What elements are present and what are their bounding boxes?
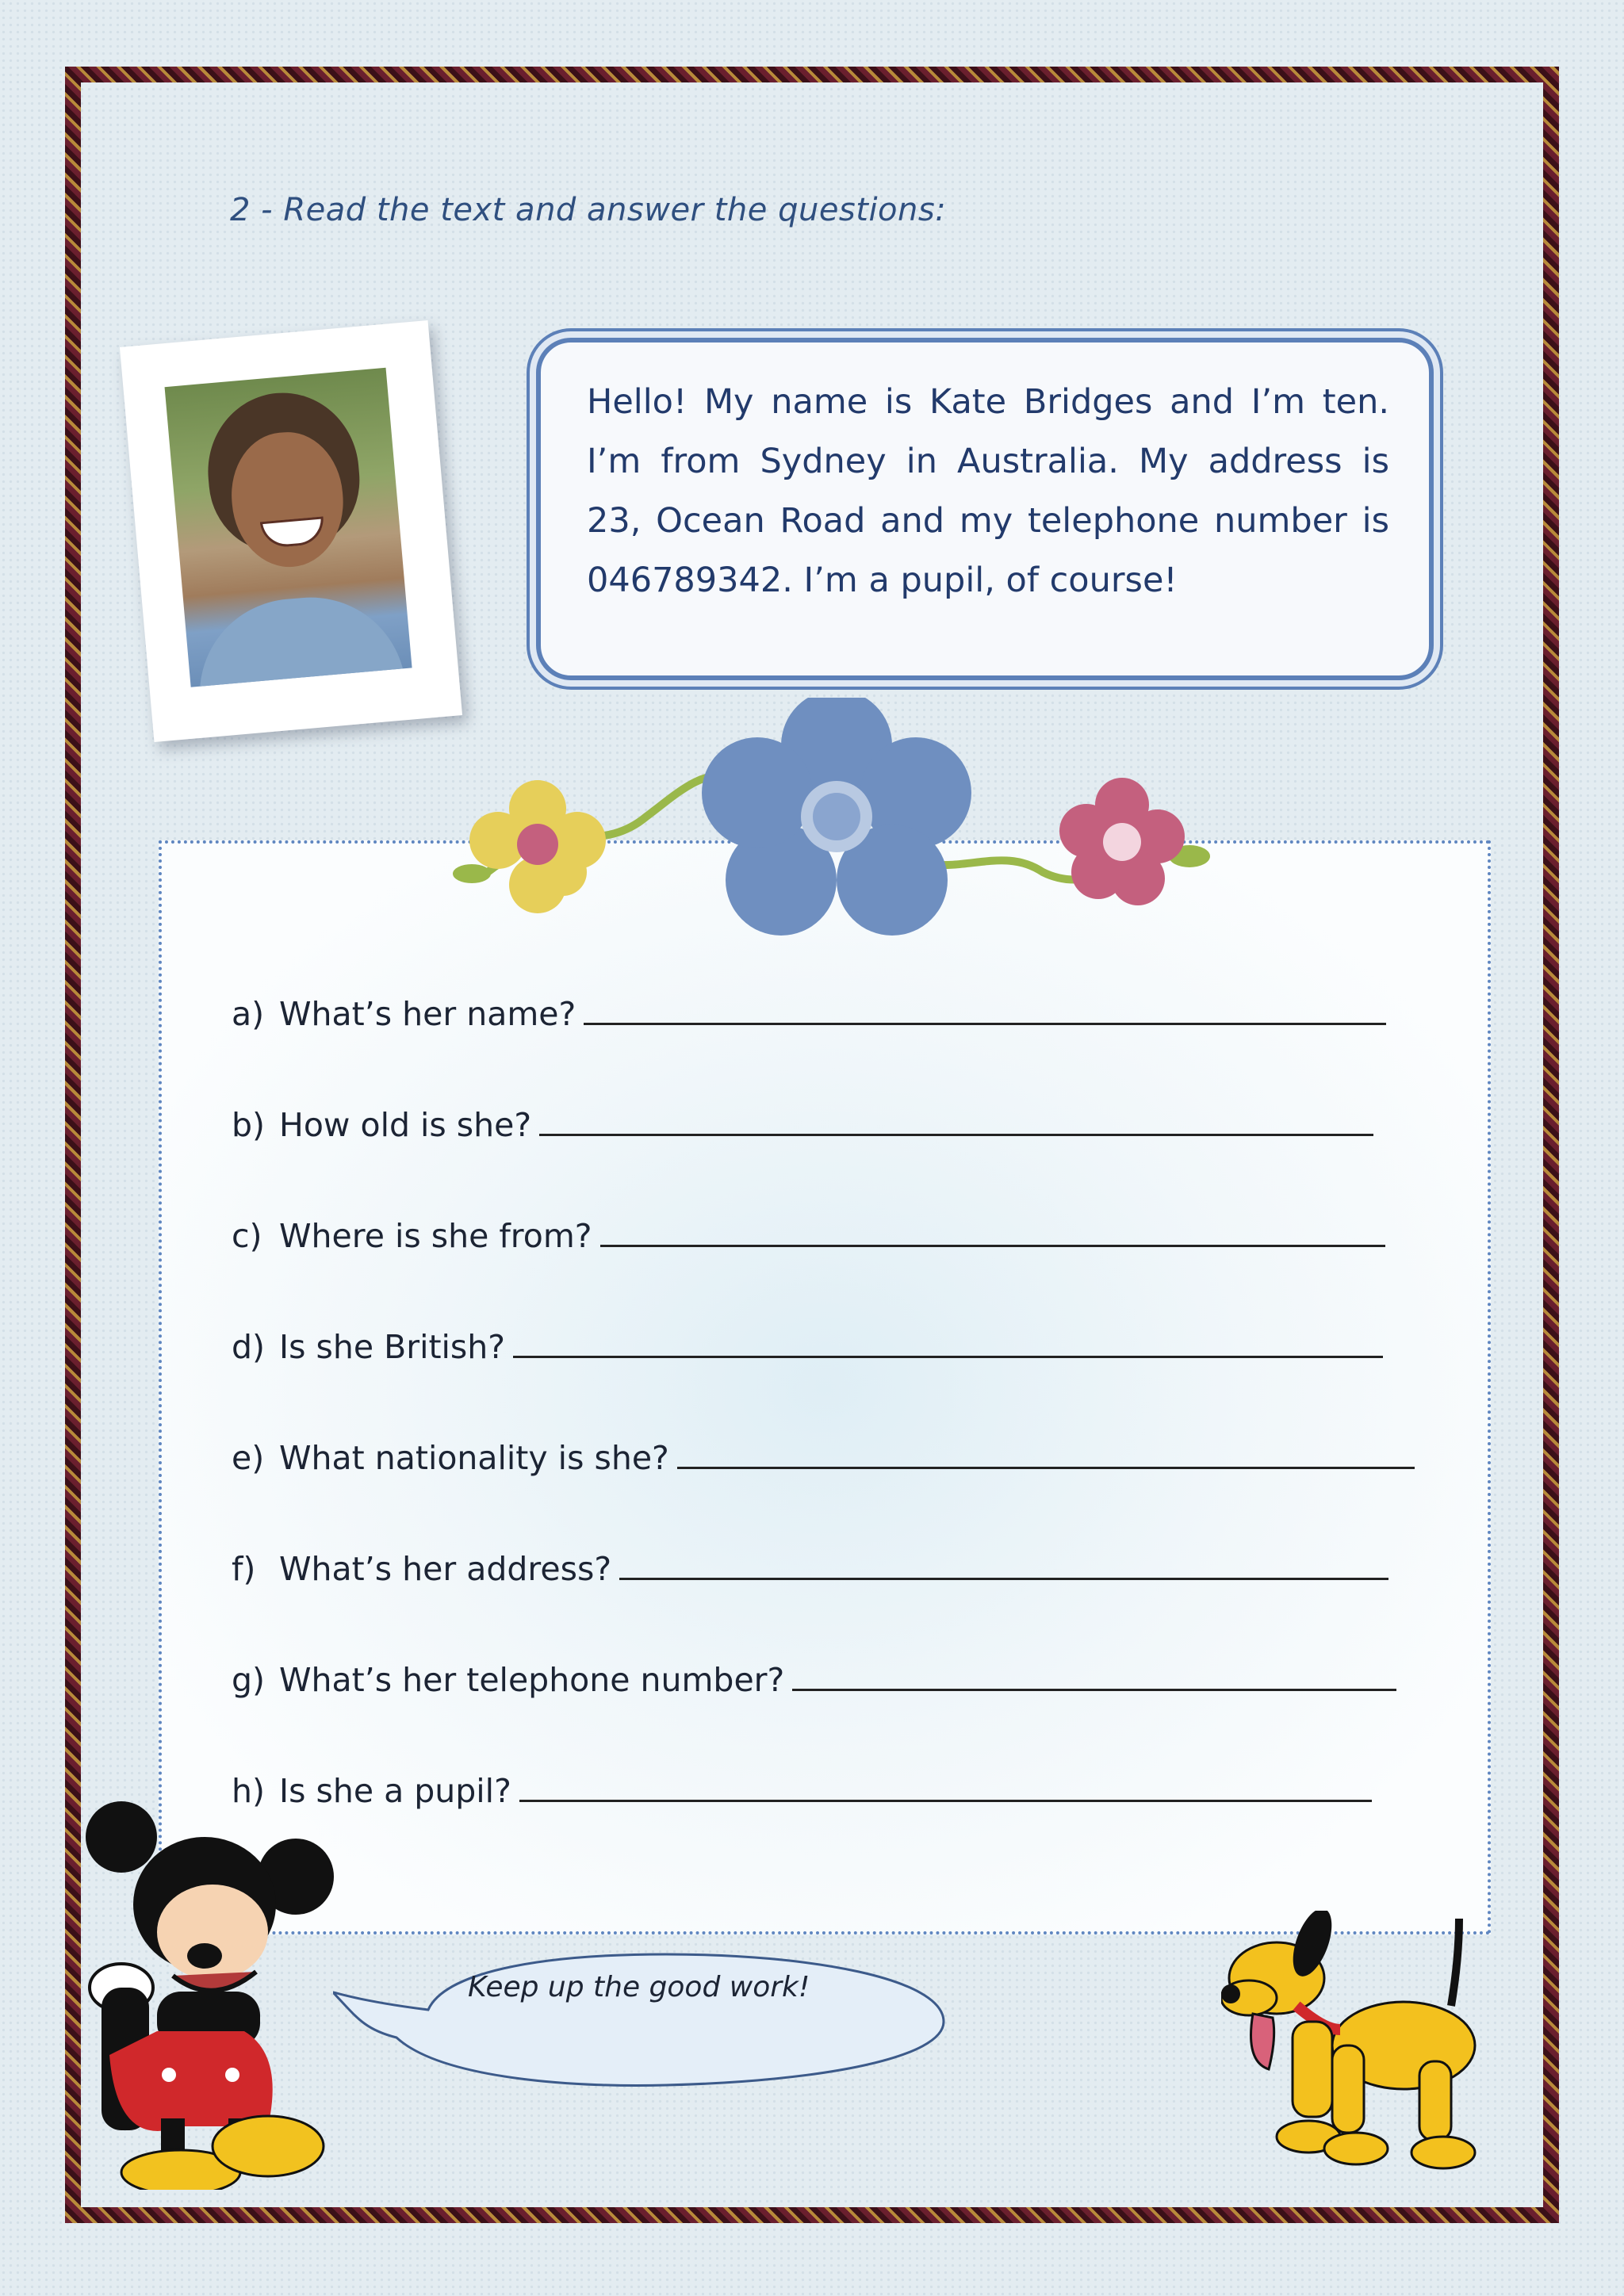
flower-decoration (440, 698, 1225, 936)
answer-line-d[interactable] (513, 1324, 1383, 1358)
question-e: e) What nationality is she? (232, 1435, 1415, 1477)
answer-line-g[interactable] (792, 1657, 1396, 1691)
instruction-heading: 2 - Read the text and answer the questions: (230, 192, 947, 228)
answer-line-f[interactable] (619, 1546, 1388, 1580)
question-c: c) Where is she from? (232, 1213, 1385, 1255)
reading-text-box (536, 338, 1434, 680)
answer-line-h[interactable] (519, 1768, 1372, 1802)
question-d: d) Is she British? (232, 1324, 1383, 1366)
girl-photo (165, 368, 412, 687)
question-g: g) What’s her telephone number? (232, 1657, 1396, 1699)
answer-line-c[interactable] (600, 1213, 1385, 1247)
pluto-dog-icon (1221, 1911, 1483, 2180)
question-b: b) How old is she? (232, 1102, 1373, 1144)
speech-bubble (333, 1946, 952, 2089)
question-a: a) What’s her name? (232, 991, 1386, 1033)
question-f: f) What’s her address? (232, 1546, 1388, 1588)
pink-flower-icon (1059, 778, 1185, 905)
photo-frame (120, 320, 462, 742)
mickey-mouse-icon (86, 1793, 339, 2190)
blue-flower-icon (702, 698, 971, 936)
reading-text: Hello! My name is Kate Bridges and I’m ten. I’m from Sydney in Australia. My address is 23, Ocean Road and my telephone number is 046789342. I’m a pupil, of course! (587, 382, 1389, 600)
answer-line-b[interactable] (539, 1102, 1373, 1136)
speech-bubble-text: Keep up the good work! (468, 1971, 810, 2003)
answer-line-e[interactable] (677, 1435, 1415, 1469)
answer-line-a[interactable] (584, 991, 1386, 1025)
yellow-flower-icon (469, 780, 606, 913)
question-h: h) Is she a pupil? (232, 1768, 1372, 1810)
